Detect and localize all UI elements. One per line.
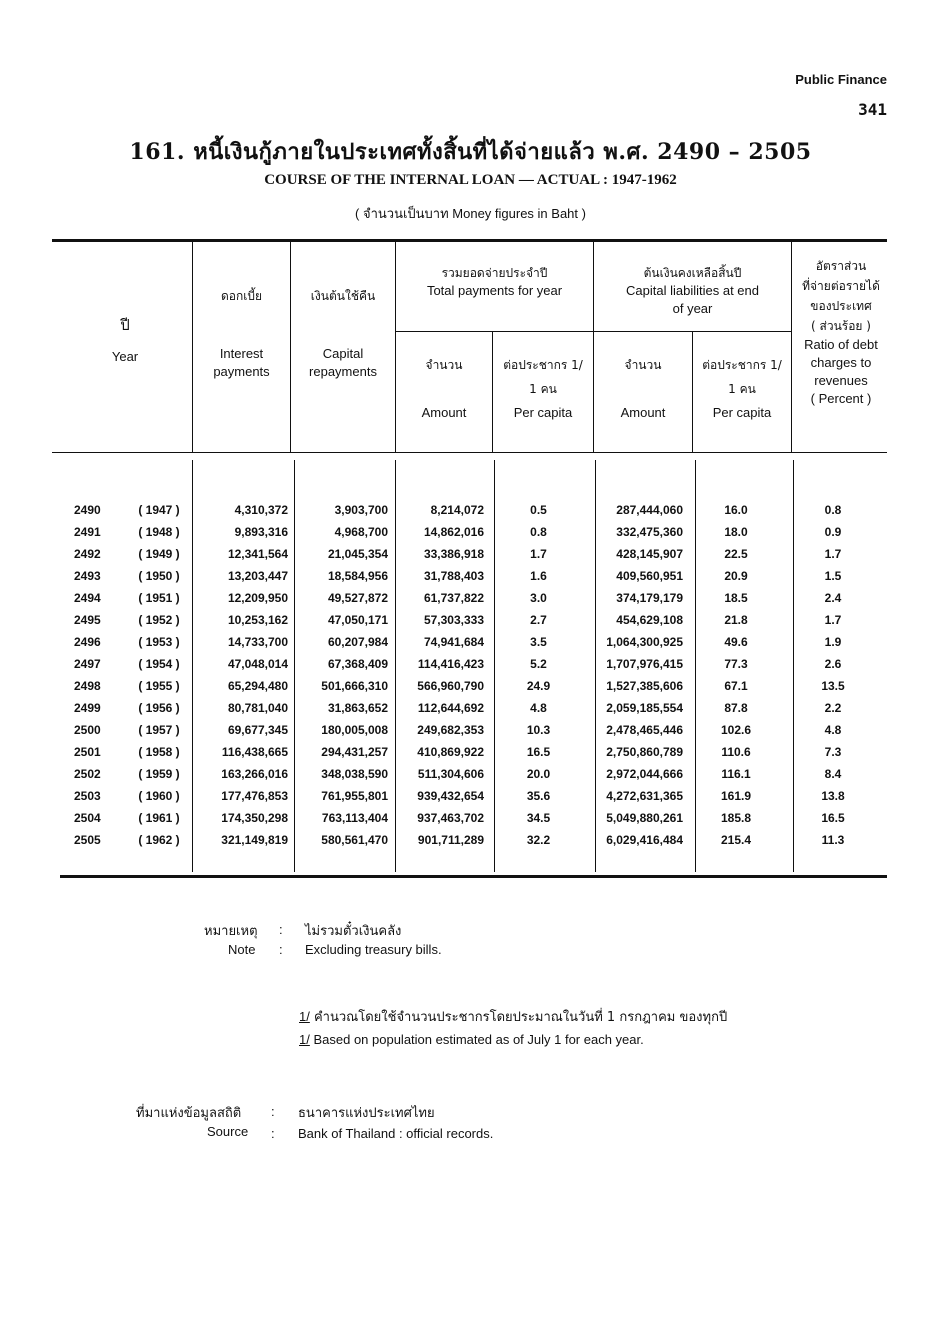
payments-per-capita-cell: 20.0 — [526, 767, 551, 781]
liabilities-per-capita-cell: 16.0 — [724, 503, 748, 517]
ratio-cell: 11.3 — [821, 833, 845, 847]
year-be-cell: 2495 — [74, 613, 101, 627]
payments-amount-cell: 249,682,353 — [417, 723, 484, 737]
payments-per-capita-cell: 0.8 — [530, 525, 547, 539]
table-number: 161. — [129, 139, 186, 165]
interest-cell: 163,266,016 — [221, 767, 288, 781]
payments-amount-cell: 74,941,684 — [423, 635, 484, 649]
liabilities-amount-cell: 428,145,907 — [616, 547, 683, 561]
header-interest-thai: ดอกเบี้ย — [220, 289, 262, 303]
header-liabilities-en2: of year — [672, 301, 713, 316]
header-ratio-th3: ของประเทศ — [810, 299, 872, 313]
year-ce-cell: ( 1960 ) — [138, 789, 180, 803]
header-payments-per-capita-en: Per capita — [513, 405, 573, 420]
liabilities-amount-cell: 1,527,385,606 — [606, 679, 683, 693]
payments-amount-cell: 14,862,016 — [423, 525, 484, 539]
year-be-cell: 2491 — [74, 525, 101, 539]
header-liabilities-per-capita-en: Per capita — [712, 405, 772, 420]
header-liabilities-thai: ต้นเงินคงเหลือสิ้นปี — [643, 266, 742, 280]
interest-cell: 14,733,700 — [227, 635, 288, 649]
payments-per-capita-cell: 34.5 — [526, 811, 551, 825]
ratio-cell: 0.9 — [824, 525, 842, 539]
table-row — [60, 565, 881, 587]
note-colon-1: : — [279, 922, 283, 937]
footnote-mark-1: 1/ — [299, 1009, 310, 1024]
interest-cell: 174,350,298 — [221, 811, 288, 825]
footnote-mark-2: 1/ — [299, 1032, 310, 1047]
year-ce-cell: ( 1948 ) — [138, 525, 180, 539]
liabilities-amount-cell: 332,475,360 — [616, 525, 683, 539]
liabilities-per-capita-cell: 67.1 — [724, 679, 748, 693]
header-capital — [291, 287, 395, 381]
ratio-cell: 0.8 — [824, 503, 842, 517]
year-be-cell: 2492 — [74, 547, 101, 561]
header-bottom-rule — [52, 452, 887, 453]
year-be-cell: 2504 — [74, 811, 101, 825]
header-liabilities-per-capita-thai2: 1 คน — [728, 382, 756, 396]
payments-per-capita-cell: 3.0 — [530, 591, 547, 605]
payments-amount-cell: 112,644,692 — [417, 701, 484, 715]
total-payments-subrule — [395, 331, 593, 332]
header-liabilities — [594, 264, 791, 318]
liabilities-per-capita-cell: 116.1 — [721, 767, 751, 781]
table-row — [60, 609, 881, 631]
year-ce-cell: ( 1953 ) — [138, 635, 180, 649]
header-total-payments — [396, 264, 593, 300]
ratio-cell: 16.5 — [821, 811, 845, 825]
header-payments-amount-en: Amount — [421, 405, 467, 420]
liabilities-amount-cell: 2,972,044,666 — [606, 767, 683, 781]
table-top-rule — [52, 239, 887, 242]
capital-cell: 60,207,984 — [327, 635, 388, 649]
liabilities-per-capita-cell: 185.8 — [720, 811, 752, 825]
payments-amount-cell: 61,737,822 — [423, 591, 484, 605]
year-be-cell: 2496 — [74, 635, 101, 649]
liabilities-per-capita-cell: 20.9 — [724, 569, 748, 583]
payments-amount-cell: 939,432,654 — [417, 789, 484, 803]
table-row — [60, 631, 881, 653]
year-ce-cell: ( 1952 ) — [138, 613, 180, 627]
year-be-cell: 2499 — [74, 701, 101, 715]
footnote-english — [299, 1032, 644, 1047]
capital-cell: 47,050,171 — [327, 613, 388, 627]
capital-cell: 348,038,590 — [321, 767, 388, 781]
ratio-cell: 2.6 — [824, 657, 842, 671]
year-be-cell: 2498 — [74, 679, 101, 693]
footnote-english-text: Based on population estimated as of July 1 for each year. — [313, 1032, 644, 1047]
capital-cell: 763,113,404 — [321, 811, 388, 825]
header-ratio-th1: อัตราส่วน — [815, 259, 867, 273]
header-capital-en2: repayments — [309, 364, 377, 379]
header-payments-per-capita — [493, 356, 593, 422]
interest-cell: 12,209,950 — [227, 591, 288, 605]
year-be-cell: 2494 — [74, 591, 101, 605]
payments-per-capita-cell: 10.3 — [526, 723, 551, 737]
capital-cell: 49,527,872 — [327, 591, 388, 605]
interest-cell: 47,048,014 — [227, 657, 288, 671]
footnote-thai — [299, 1006, 727, 1027]
year-ce-cell: ( 1957 ) — [138, 723, 180, 737]
header-year-thai: ปี — [120, 316, 130, 334]
year-be-cell: 2501 — [74, 745, 101, 759]
header-ratio-en2: charges to — [810, 355, 872, 370]
liabilities-amount-cell: 374,179,179 — [616, 591, 683, 605]
interest-cell: 321,149,819 — [221, 833, 288, 847]
capital-cell: 180,005,008 — [321, 723, 388, 737]
header-payments-amount-thai: จำนวน — [425, 358, 463, 372]
header-liabilities-amount-en: Amount — [620, 405, 666, 420]
liabilities-amount-cell: 4,272,631,365 — [606, 789, 683, 803]
year-be-cell: 2502 — [74, 767, 101, 781]
header-payments-per-capita-thai: ต่อประชากร 1/ — [503, 358, 583, 372]
header-total-payments-thai: รวมยอดจ่ายประจำปี — [441, 266, 548, 280]
liabilities-per-capita-cell: 110.6 — [721, 745, 751, 759]
liabilities-per-capita-cell: 161.9 — [720, 789, 752, 803]
header-total-payments-en: Total payments for year — [426, 283, 563, 298]
ratio-cell: 1.9 — [824, 635, 842, 649]
table-title-english: COURSE OF THE INTERNAL LOAN — ACTUAL : 1947-1962 — [264, 172, 677, 188]
year-be-cell: 2503 — [74, 789, 101, 803]
year-ce-cell: ( 1951 ) — [138, 591, 180, 605]
payments-per-capita-cell: 5.2 — [530, 657, 547, 671]
payments-per-capita-cell: 2.7 — [530, 613, 547, 627]
year-be-cell: 2505 — [74, 833, 101, 847]
year-ce-cell: ( 1958 ) — [138, 745, 180, 759]
table-row — [60, 697, 881, 719]
header-capital-en1: Capital — [322, 346, 364, 361]
loan-data-table — [60, 499, 881, 851]
page-number: 341 — [858, 100, 887, 119]
capital-cell: 501,666,310 — [321, 679, 388, 693]
capital-cell: 761,955,801 — [321, 789, 388, 803]
payments-per-capita-cell: 35.6 — [526, 789, 551, 803]
payments-per-capita-cell: 1.7 — [530, 547, 547, 561]
liabilities-amount-cell: 1,707,976,415 — [606, 657, 683, 671]
liabilities-amount-cell: 6,029,416,484 — [606, 833, 683, 847]
year-be-cell: 2497 — [74, 657, 101, 671]
ratio-cell: 2.4 — [824, 591, 842, 605]
interest-cell: 12,341,564 — [227, 547, 288, 561]
payments-amount-cell: 901,711,289 — [417, 833, 484, 847]
payments-amount-cell: 937,463,702 — [417, 811, 484, 825]
header-liabilities-en1: Capital liabilities at end — [626, 283, 759, 298]
liabilities-per-capita-cell: 22.5 — [724, 547, 748, 561]
header-payments-amount — [396, 356, 492, 422]
payments-amount-cell: 566,960,790 — [417, 679, 484, 693]
year-ce-cell: ( 1959 ) — [138, 767, 180, 781]
note-text-thai: ไม่รวมตั๋วเงินคลัง — [305, 924, 402, 939]
interest-cell: 10,253,162 — [227, 613, 288, 627]
payments-amount-cell: 57,303,333 — [423, 613, 484, 627]
header-ratio-en1: Ratio of debt — [804, 337, 878, 352]
year-ce-cell: ( 1962 ) — [138, 833, 180, 847]
payments-per-capita-cell: 3.5 — [530, 635, 547, 649]
header-ratio-th2: ที่จ่ายต่อรายได้ — [802, 279, 880, 293]
table-row — [60, 499, 881, 521]
year-ce-cell: ( 1949 ) — [138, 547, 180, 561]
capital-cell: 21,045,354 — [327, 547, 388, 561]
liabilities-amount-cell: 409,560,951 — [616, 569, 683, 583]
capital-cell: 580,561,470 — [321, 833, 388, 847]
interest-cell: 65,294,480 — [227, 679, 288, 693]
table-title-thai — [0, 134, 941, 169]
header-liabilities-amount-thai: จำนวน — [624, 358, 662, 372]
liabilities-per-capita-cell: 87.8 — [724, 701, 748, 715]
ratio-cell: 1.5 — [824, 569, 842, 583]
liabilities-per-capita-cell: 21.8 — [724, 613, 748, 627]
header-ratio-en3: revenues — [814, 373, 868, 388]
table-row — [60, 653, 881, 675]
year-ce-cell: ( 1954 ) — [138, 657, 180, 671]
table-row — [60, 785, 881, 807]
units-note: ( จำนวนเป็นบาท Money figures in Baht ) — [355, 206, 586, 221]
interest-cell: 177,476,853 — [221, 789, 288, 803]
header-ratio-th4: ( ส่วนร้อย ) — [811, 319, 871, 333]
liabilities-per-capita-cell: 49.6 — [724, 635, 748, 649]
interest-cell: 13,203,447 — [227, 569, 288, 583]
footnote-thai-text: คำนวณโดยใช้จำนวนประชากรโดยประมาณในวันที่ 1 กรกฎาคม ของทุกปี — [313, 1010, 728, 1025]
liabilities-per-capita-cell: 215.4 — [720, 833, 752, 847]
payments-amount-cell: 114,416,423 — [417, 657, 484, 671]
interest-cell: 9,893,316 — [234, 525, 288, 539]
liabilities-amount-cell: 454,629,108 — [616, 613, 683, 627]
capital-cell: 4,968,700 — [334, 525, 388, 539]
year-ce-cell: ( 1961 ) — [138, 811, 180, 825]
header-year — [70, 316, 180, 366]
table-bottom-rule — [60, 875, 887, 878]
payments-per-capita-cell: 0.5 — [530, 503, 547, 517]
note-colon-2: : — [279, 942, 283, 957]
year-ce-cell: ( 1950 ) — [138, 569, 180, 583]
table-row — [60, 741, 881, 763]
year-be-cell: 2493 — [74, 569, 101, 583]
interest-cell: 80,781,040 — [227, 701, 288, 715]
liabilities-per-capita-cell: 18.5 — [724, 591, 748, 605]
source-label-english: Source — [207, 1124, 249, 1139]
header-capital-thai: เงินต้นใช้คืน — [310, 289, 376, 303]
header-liabilities-per-capita-thai: ต่อประชากร 1/ — [702, 358, 782, 372]
payments-per-capita-cell: 32.2 — [526, 833, 551, 847]
capital-cell: 18,584,956 — [327, 569, 388, 583]
liabilities-amount-cell: 5,049,880,261 — [606, 811, 683, 825]
table-row — [60, 675, 881, 697]
payments-amount-cell: 410,869,922 — [417, 745, 484, 759]
liabilities-amount-cell: 2,059,185,554 — [606, 701, 683, 715]
ratio-cell: 8.4 — [824, 767, 842, 781]
table-row — [60, 807, 881, 829]
source-text-english: Bank of Thailand : official records. — [298, 1126, 494, 1141]
payments-per-capita-cell: 24.9 — [526, 679, 551, 693]
liabilities-amount-cell: 2,478,465,446 — [606, 723, 683, 737]
liabilities-per-capita-cell: 102.6 — [720, 723, 752, 737]
year-ce-cell: ( 1955 ) — [138, 679, 180, 693]
capital-cell: 31,863,652 — [327, 701, 388, 715]
note-label-thai: หมายเหตุ — [204, 924, 258, 939]
capital-cell: 3,903,700 — [334, 503, 388, 517]
year-be-cell: 2490 — [74, 503, 101, 517]
year-be-cell: 2500 — [74, 723, 101, 737]
table-row — [60, 829, 881, 851]
table-row — [60, 521, 881, 543]
ratio-cell: 1.7 — [824, 613, 842, 627]
table-row — [60, 543, 881, 565]
header-liabilities-per-capita — [693, 356, 791, 422]
year-ce-cell: ( 1956 ) — [138, 701, 180, 715]
capital-cell: 294,431,257 — [321, 745, 388, 759]
year-ce-cell: ( 1947 ) — [138, 503, 180, 517]
payments-per-capita-cell: 1.6 — [530, 569, 547, 583]
source-colon-1: : — [271, 1104, 275, 1119]
header-ratio-en4: ( Percent ) — [810, 391, 872, 406]
ratio-cell: 1.7 — [824, 547, 842, 561]
header-ratio — [792, 256, 890, 408]
header-year-english: Year — [111, 349, 139, 364]
payments-amount-cell: 8,214,072 — [430, 503, 484, 517]
ratio-cell: 2.2 — [824, 701, 842, 715]
note-text-english: Excluding treasury bills. — [305, 942, 442, 957]
source-label-thai: ที่มาแห่งข้อมูลสถิติ — [136, 1106, 242, 1121]
payments-amount-cell: 511,304,606 — [417, 767, 484, 781]
liabilities-per-capita-cell: 77.3 — [724, 657, 748, 671]
liabilities-amount-cell: 287,444,060 — [616, 503, 683, 517]
payments-amount-cell: 33,386,918 — [423, 547, 484, 561]
ratio-cell: 4.8 — [824, 723, 842, 737]
table-row — [60, 587, 881, 609]
ratio-cell: 13.8 — [821, 789, 845, 803]
table-row — [60, 719, 881, 741]
header-interest-en2: payments — [213, 364, 270, 379]
capital-cell: 67,368,409 — [327, 657, 388, 671]
liabilities-per-capita-cell: 18.0 — [724, 525, 748, 539]
source-colon-2: : — [271, 1126, 275, 1141]
liabilities-amount-cell: 1,064,300,925 — [606, 635, 683, 649]
section-label: Public Finance — [795, 72, 887, 87]
source-text-thai: ธนาคารแห่งประเทศไทย — [298, 1106, 435, 1121]
header-payments-per-capita-thai2: 1 คน — [529, 382, 557, 396]
ratio-cell: 7.3 — [824, 745, 842, 759]
header-interest — [193, 287, 290, 381]
note-label-english: Note — [228, 942, 256, 957]
interest-cell: 4,310,372 — [234, 503, 288, 517]
payments-per-capita-cell: 4.8 — [530, 701, 547, 715]
ratio-cell: 13.5 — [821, 679, 845, 693]
payments-amount-cell: 31,788,403 — [423, 569, 484, 583]
header-interest-en1: Interest — [219, 346, 264, 361]
interest-cell: 116,438,665 — [221, 745, 288, 759]
payments-per-capita-cell: 16.5 — [526, 745, 551, 759]
loan-data-body — [60, 499, 881, 851]
liabilities-amount-cell: 2,750,860,789 — [606, 745, 683, 759]
table-row — [60, 763, 881, 785]
header-liabilities-amount — [594, 356, 692, 422]
interest-cell: 69,677,345 — [227, 723, 288, 737]
table-title-thai-text: หนี้เงินกู้ภายในประเทศทั้งสิ้นที่ได้จ่ายแล้ว พ.ศ. 2490 – 2505 — [193, 139, 812, 165]
